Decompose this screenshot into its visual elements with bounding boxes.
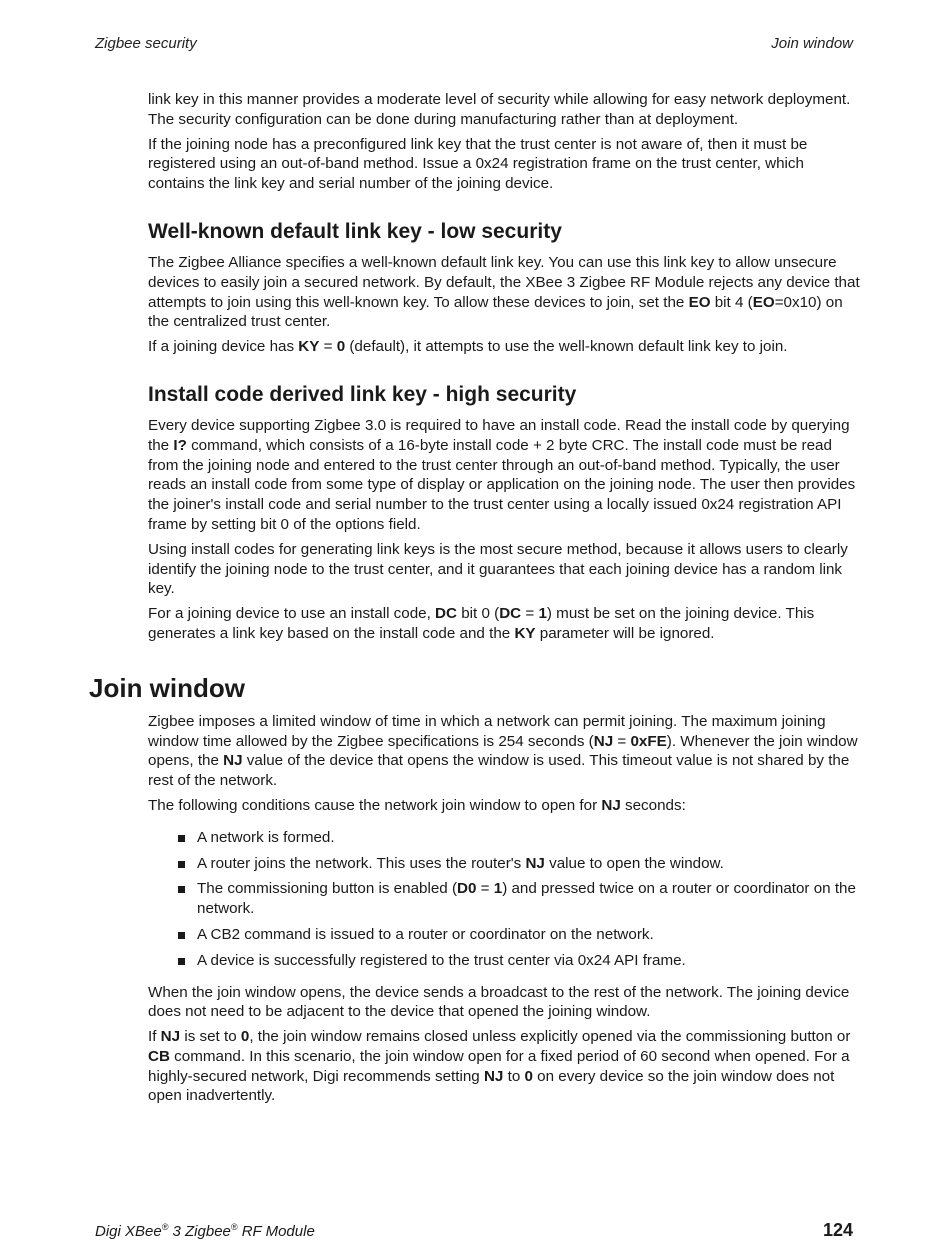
installcode-paragraph-3: For a joining device to use an install code, DC bit 0 (DC = 1) must be set on the joining device. This generates a link key based on the install code and the KY parameter will be ignored.	[148, 605, 815, 642]
intro-paragraph-1: link key in this manner provides a moderate level of security while allowing for easy network deployment. The security configuration can be done during manufacturing rather than at deployment.	[148, 91, 851, 128]
wellknown-paragraph-1: The Zigbee Alliance specifies a well-known default link key. You can use this link key to allow unsecure devices to easily join a secured network. By default, the XBee 3 Zigbee RF Module rejects any device that attempts to join using this well-known key. To allow these devices to join, set the EO bit 4 (EO=0x10) on the centralized trust center.	[148, 253, 860, 331]
heading-install-code: Install code derived link key - high security	[148, 382, 577, 406]
list-item: A network is formed.	[148, 828, 860, 848]
running-header	[95, 35, 853, 52]
list-item: A CB2 command is issued to a router or coordinator on the network.	[148, 925, 860, 945]
header-topic-title: Join window	[771, 35, 853, 52]
heading-join-window: Join window	[89, 672, 245, 703]
page-content	[89, 90, 860, 1111]
installcode-paragraph-2: Using install codes for generating link keys is the most secure method, because it allows users to clearly identify the joining node to the trust center, and it guarantees that each joining device has a random link key.	[148, 540, 848, 598]
bullet-icon	[178, 861, 185, 868]
join-conditions-list	[148, 828, 860, 971]
joinwindow-paragraph-3: When the join window opens, the device sends a broadcast to the rest of the network. The joining device does not need to be adjacent to the device that opened the joining window.	[148, 983, 850, 1021]
bullet-icon	[178, 835, 185, 842]
running-footer	[95, 1220, 853, 1241]
list-item: A device is successfully registered to the trust center via 0x24 API frame.	[148, 951, 860, 971]
installcode-paragraph-1: Every device supporting Zigbee 3.0 is required to have an install code. Read the install code by querying the I? command, which consists of a 16-byte install code + 2 byte CRC. The install code must be read from the joining node and entered to the trust center through an out-of-band method. Typically, the user reads an install code from some type of display or application on the joining node. The user then provides the joiner's install code and serial number to the trust center using a locally issued 0x24 registration API frame by setting bit 0 of the options field.	[148, 416, 856, 533]
bullet-icon	[178, 932, 185, 939]
joinwindow-paragraph-1: Zigbee imposes a limited window of time in which a network can permit joining. The maximum joining window time allowed by the Zigbee specifications is 254 seconds (NJ = 0xFE). Whenever the join window opens, the NJ value of the device that opens the window is used. This timeout value is not shared by the rest of the network.	[148, 712, 858, 790]
heading-wellknown-key: Well-known default link key - low security	[148, 219, 562, 243]
header-section-title: Zigbee security	[95, 35, 197, 52]
footer-product-name: Digi XBee® 3 Zigbee® RF Module	[95, 1222, 315, 1240]
intro-paragraph-2: If the joining node has a preconfigured link key that the trust center is not aware of, then it must be registered using an out-of-band method. Issue a 0x24 registration frame on the trust center, which contains the link key and serial number of the joining device.	[148, 135, 808, 193]
joinwindow-paragraph-4: If NJ is set to 0, the join window remains closed unless explicitly opened via the commissioning button or CB command. In this scenario, the join window open for a fixed period of 60 second when opened. For a highly-secured network, Digi recommends setting NJ to 0 on every device so the join window does not open inadvertently.	[148, 1028, 851, 1105]
page-number: 124	[822, 1220, 853, 1240]
list-item: The commissioning button is enabled (D0 = 1) and pressed twice on a router or coordinator on the network.	[148, 879, 860, 919]
list-item: A router joins the network. This uses the router's NJ value to open the window.	[148, 854, 860, 874]
bullet-icon	[178, 886, 185, 893]
wellknown-paragraph-2: If a joining device has KY = 0 (default), it attempts to use the well-known default link key to join.	[148, 338, 788, 356]
bullet-icon	[178, 958, 185, 965]
joinwindow-paragraph-2: The following conditions cause the network join window to open for NJ seconds:	[148, 796, 686, 814]
